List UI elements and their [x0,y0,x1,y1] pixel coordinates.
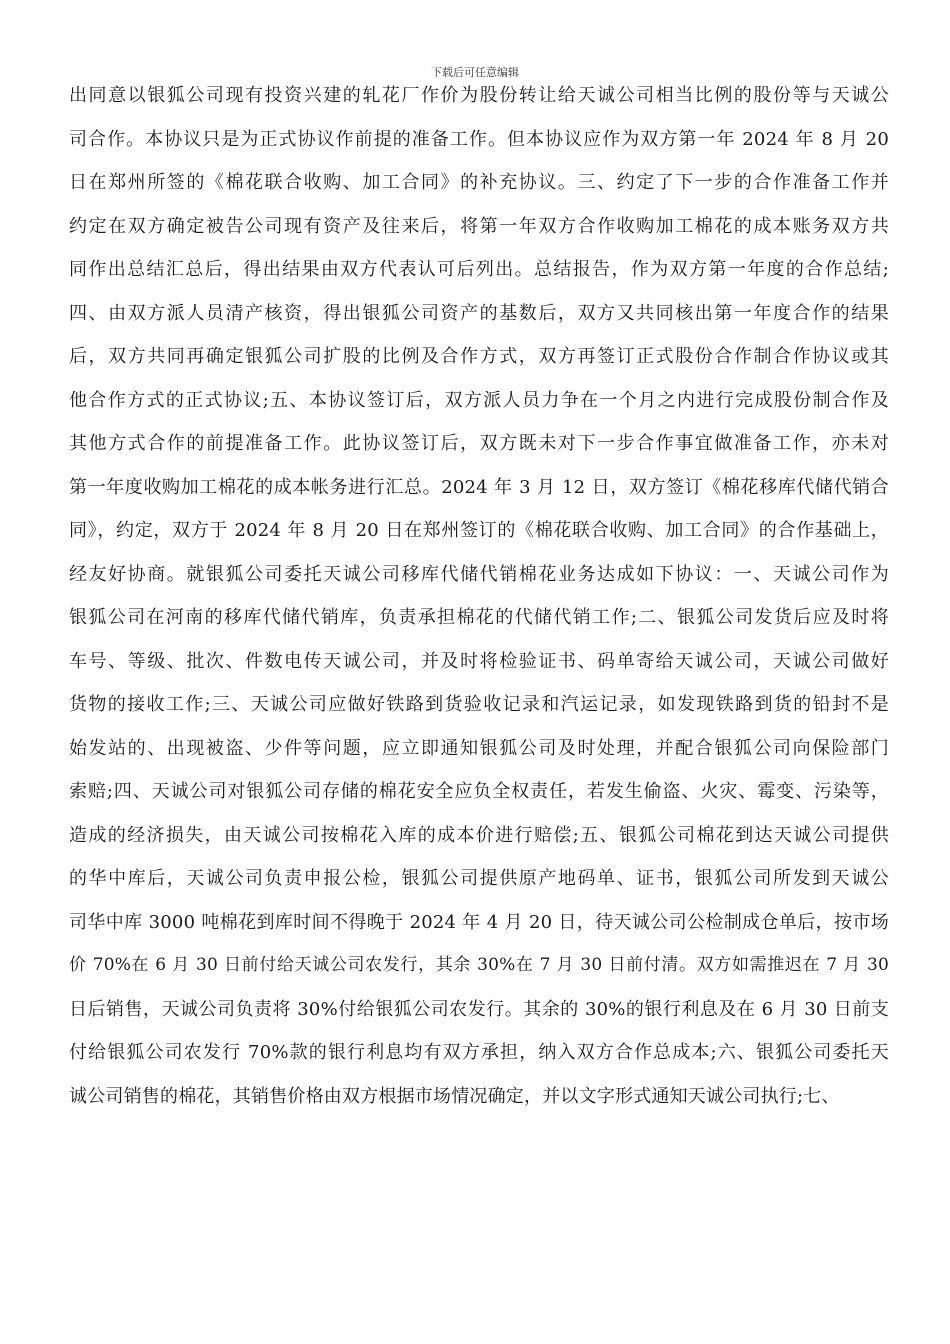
text-line: 同作出总结汇总后，得出结果由双方代表认可后列出。总结报告，作为双方第一年度的合作总结; [69,259,889,280]
text-line: 其他方式合作的前提准备工作。此协议签订后，双方既未对下一步合作事宜做准备工作，亦未对 [69,433,889,454]
text-line: 诚公司销售的棉花，其销售价格由双方根据市场情况确定，并以文字形式通知天诚公司执行;七、 [69,1085,840,1107]
text-line: 司华中库 3000 吨棉花到库时间不得晚于 2024 年 4 月 20 日，待天诚公司公检制成仓单后，按市场 [69,911,889,933]
text-line: 索赔;四、天诚公司对银狐公司存储的棉花安全应负全权责任，若发生偷盗、火灾、霉变、污染等， [69,781,889,802]
header-note: 下载后可任意编辑 [431,66,519,79]
text-line: 日在郑州所签的《棉花联合收购、加工合同》的补充协议。三、约定了下一步的合作准备工作并 [69,172,889,193]
text-line: 同》，约定，双方于 2024 年 8 月 20 日在郑州签订的《棉花联合收购、加工合同》的合作基础上， [69,520,889,541]
text-line: 价 70%在 6 月 30 日前付给天诚公司农发行，其余 30%在 7 月 30 日前付清。双方如需推迟在 7 月 30 [69,955,889,975]
text-line: 车号、等级、批次、件数电传天诚公司，并及时将检验证书、码单寄给天诚公司，天诚公司做好 [69,650,889,672]
text-line: 四、由双方派人员清产核资，得出银狐公司资产的基数后，双方又共同核出第一年度合作的结果 [69,302,889,324]
text-line: 付给银狐公司农发行 70%款的银行利息均有双方承担，纳入双方合作总成本;六、银狐公司委托天 [69,1042,889,1063]
text-line: 造成的经济损失，由天诚公司按棉花入库的成本价进行赔偿;五、银狐公司棉花到达天诚公司提供 [69,824,889,846]
text-line: 日后销售，天诚公司负责将 30%付给银狐公司农发行。其余的 30%的银行利息及在 6 月 30 日前支 [69,998,889,1020]
text-line: 后，双方共同再确定银狐公司扩股的比例及合作方式，双方再签订正式股份合作制合作协议或其 [69,346,889,367]
text-line: 的华中库后，天诚公司负责申报公检，银狐公司提供原产地码单、证书，银狐公司所发到天诚公 [69,868,889,889]
document-body [69,74,889,1118]
text-line: 银狐公司在河南的移库代储代销库，负责承担棉花的代储代销工作;二、银狐公司发货后应及时将 [69,607,889,628]
text-line: 货物的接收工作;三、天诚公司应做好铁路到货验收记录和汽运记录，如发现铁路到货的铅封不是 [69,694,889,715]
text-line: 经友好协商。就银狐公司委托天诚公司移库代储代销棉花业务达成如下协议：一、天诚公司作为 [69,563,889,585]
text-line: 第一年度收购加工棉花的成本帐务进行汇总。2024 年 3 月 12 日，双方签订《棉花移库代储代销合 [69,476,889,498]
text-line: 司合作。本协议只是为正式协议作前提的准备工作。但本协议应作为双方第一年 2024 年 8 月 20 [69,128,889,150]
text-line: 始发站的、出现被盗、少件等问题，应立即通知银狐公司及时处理，并配合银狐公司向保险部门 [69,737,889,759]
text-line: 他合作方式的正式协议;五、本协议签订后，双方派人员力争在一个月之内进行完成股份制合作及 [69,389,889,411]
text-line: 出同意以银狐公司现有投资兴建的轧花厂作价为股份转让给天诚公司相当比例的股份等与天诚公 [69,85,889,106]
text-line: 约定在双方确定被告公司现有资产及往来后，将第一年双方合作收购加工棉花的成本账务双方共 [69,215,889,237]
